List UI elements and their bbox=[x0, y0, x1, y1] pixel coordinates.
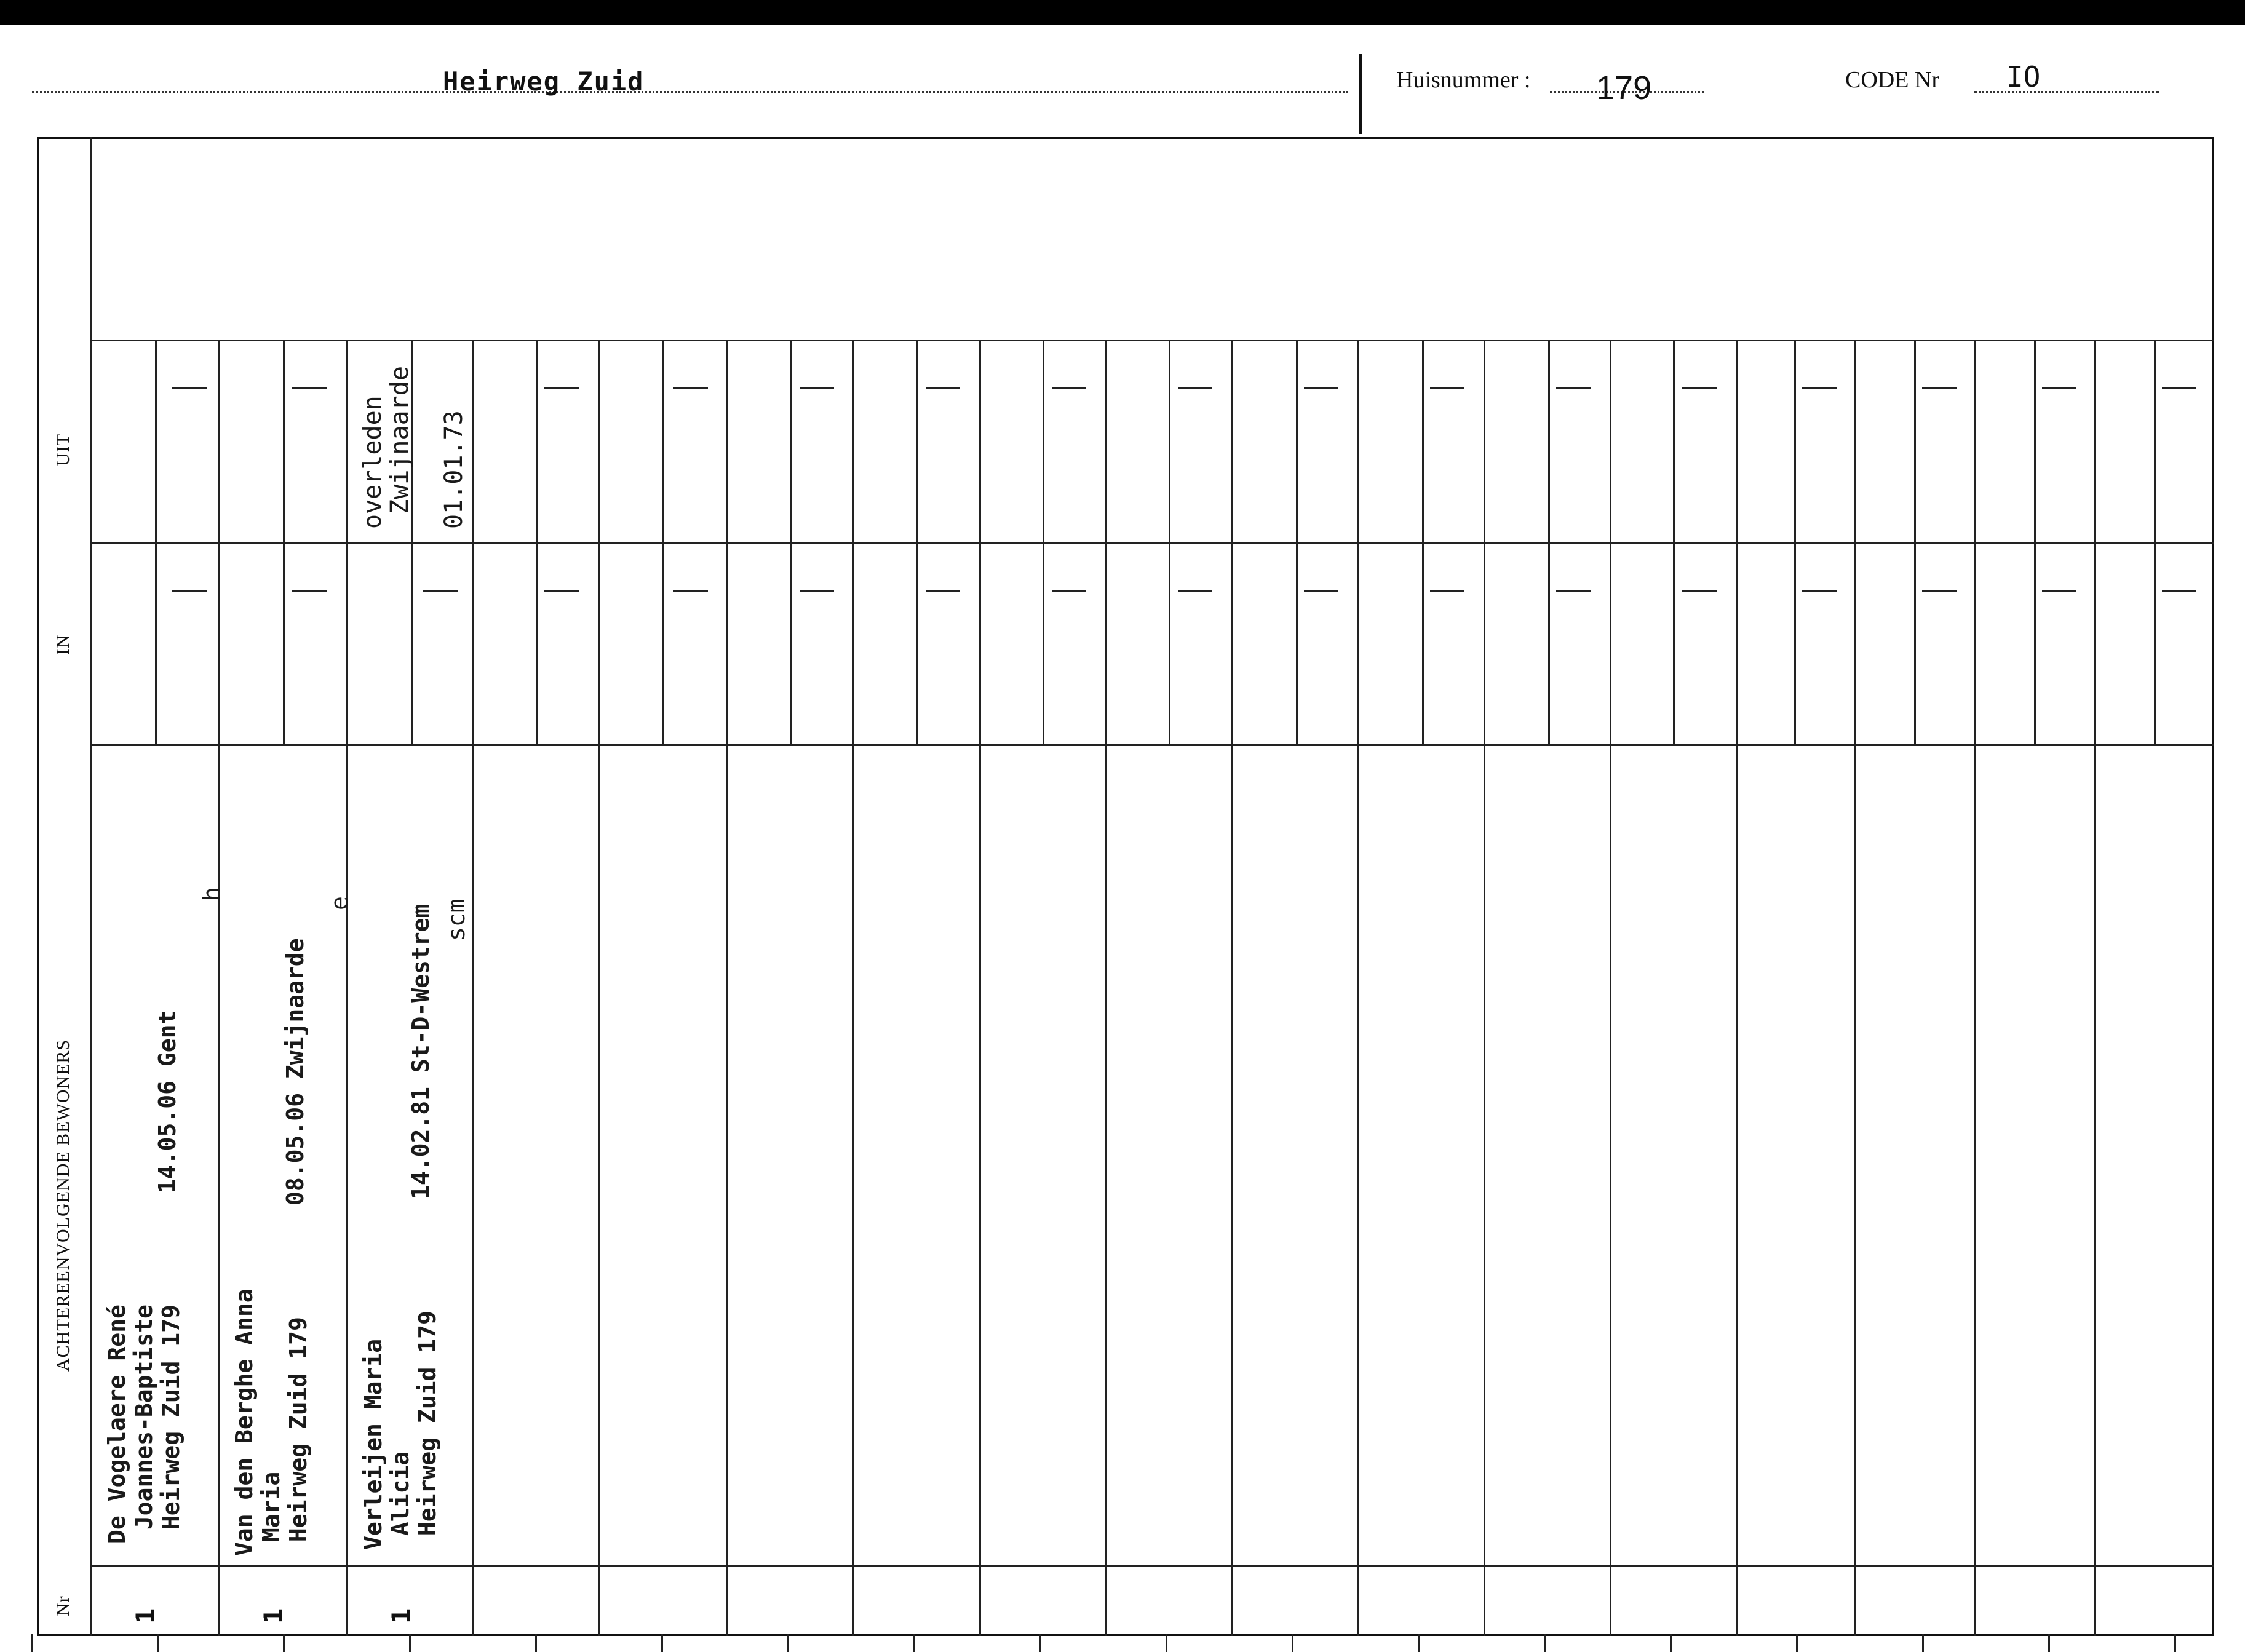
uit-dash bbox=[544, 387, 579, 389]
bottom-ruler-tick bbox=[661, 1634, 663, 1652]
sub-column-divider bbox=[155, 340, 157, 744]
huisnummer-value: 179 bbox=[1596, 69, 1652, 106]
sub-column-divider bbox=[1296, 340, 1298, 744]
column-divider bbox=[2094, 340, 2096, 1636]
uit-dash bbox=[1052, 387, 1086, 389]
column-divider bbox=[1610, 340, 1611, 1636]
in-dash bbox=[1922, 590, 1957, 592]
in-dash bbox=[1178, 590, 1212, 592]
bottom-ruler-tick bbox=[2174, 1634, 2176, 1652]
column-divider bbox=[726, 340, 728, 1636]
bottom-ruler-tick bbox=[2048, 1634, 2050, 1652]
resident-1-name: De Vogelaere René Joannes-Baptiste Heirweg Zuid 179 bbox=[103, 1305, 185, 1544]
bottom-ruler-tick bbox=[1166, 1634, 1167, 1652]
resident-3-mark: scm bbox=[443, 899, 470, 941]
column-divider bbox=[472, 340, 474, 1636]
in-dash bbox=[1556, 590, 1591, 592]
resident-3-name: Verleijen Maria Alicia Heirweg Zuid 179 bbox=[360, 1311, 441, 1550]
sub-column-divider bbox=[1043, 340, 1044, 744]
sub-column-divider bbox=[2154, 340, 2156, 744]
label-column-divider bbox=[90, 137, 92, 1636]
column-divider bbox=[1736, 340, 1738, 1636]
row-label-bewoners: ACHTEREENVOLGENDE BEWONERS bbox=[53, 1039, 73, 1372]
bottom-ruler-tick bbox=[1670, 1634, 1672, 1652]
resident-2-birth: 08.05.06 Zwijnaarde bbox=[282, 938, 309, 1205]
sub-column-divider bbox=[1422, 340, 1424, 744]
sub-column-divider bbox=[1914, 340, 1916, 744]
resident-1-mark: h bbox=[198, 887, 225, 901]
resident-3-birth: 14.02.81 St-D-Westrem bbox=[407, 903, 434, 1199]
bottom-ruler-tick bbox=[787, 1634, 789, 1652]
sub-column-divider bbox=[2034, 340, 2036, 744]
uit-dash bbox=[674, 387, 708, 389]
in-dash bbox=[2042, 590, 2076, 592]
bottom-ruler-tick bbox=[1796, 1634, 1798, 1652]
row-label-uit: UIT bbox=[53, 434, 73, 466]
sub-column-divider bbox=[662, 340, 664, 744]
in-dash bbox=[1304, 590, 1338, 592]
column-divider bbox=[1484, 340, 1485, 1636]
row-divider bbox=[92, 1565, 2214, 1567]
row-label-nr: Nr bbox=[53, 1595, 73, 1616]
resident-1-nr: 1 bbox=[130, 1608, 161, 1624]
huisnummer-label: Huisnummer : bbox=[1396, 67, 1531, 93]
in-dash bbox=[292, 590, 327, 592]
column-divider bbox=[598, 340, 600, 1636]
sub-column-divider bbox=[1548, 340, 1550, 744]
in-dash bbox=[1682, 590, 1717, 592]
in-dash bbox=[1052, 590, 1086, 592]
uit-dash bbox=[1304, 387, 1338, 389]
resident-3-nr: 1 bbox=[386, 1608, 416, 1624]
bottom-ruler-tick bbox=[409, 1634, 411, 1652]
uit-dash bbox=[1430, 387, 1464, 389]
row-divider bbox=[92, 744, 2214, 746]
uit-dash bbox=[172, 387, 207, 389]
resident-3-uit-note: overleden Zwijnaarde 01.01.73 bbox=[359, 366, 468, 529]
bottom-ruler-tick bbox=[1039, 1634, 1041, 1652]
column-divider bbox=[1357, 340, 1359, 1636]
resident-2-name: Van den Berghe Anna Maria Heirweg Zuid 179 bbox=[231, 1289, 312, 1556]
bottom-ruler-tick bbox=[913, 1634, 915, 1652]
sub-column-divider bbox=[536, 340, 538, 744]
sub-column-divider bbox=[1794, 340, 1796, 744]
resident-1-birth: 14.05.06 Gent bbox=[154, 1010, 181, 1193]
sub-column-divider bbox=[790, 340, 792, 744]
uit-dash bbox=[292, 387, 327, 389]
column-divider bbox=[1231, 340, 1233, 1636]
in-dash bbox=[674, 590, 708, 592]
bottom-ruler-tick bbox=[535, 1634, 537, 1652]
uit-dash bbox=[926, 387, 960, 389]
sub-column-divider bbox=[1169, 340, 1170, 744]
in-dash bbox=[2162, 590, 2196, 592]
in-dash bbox=[800, 590, 834, 592]
column-divider bbox=[852, 340, 854, 1636]
code-label: CODE Nr bbox=[1845, 67, 1940, 93]
in-dash bbox=[1430, 590, 1464, 592]
uit-dash bbox=[2162, 387, 2196, 389]
in-dash bbox=[1802, 590, 1837, 592]
bottom-ruler-tick bbox=[1418, 1634, 1420, 1652]
uit-dash bbox=[1802, 387, 1837, 389]
row-label-in: IN bbox=[53, 634, 73, 655]
bottom-ruler-tick bbox=[31, 1634, 33, 1652]
column-divider bbox=[979, 340, 981, 1636]
column-divider bbox=[346, 340, 348, 1636]
resident-2-mark: e bbox=[326, 896, 353, 910]
bottom-ruler-tick bbox=[157, 1634, 159, 1652]
sub-column-divider bbox=[1673, 340, 1675, 744]
bottom-ruler-tick bbox=[283, 1634, 285, 1652]
column-divider bbox=[1854, 340, 1856, 1636]
uit-dash bbox=[1922, 387, 1957, 389]
in-dash bbox=[544, 590, 579, 592]
bottom-ruler-tick bbox=[1292, 1634, 1293, 1652]
in-dash bbox=[926, 590, 960, 592]
column-divider bbox=[1105, 340, 1107, 1636]
resident-2-nr: 1 bbox=[258, 1608, 288, 1624]
sub-column-divider bbox=[916, 340, 918, 744]
bottom-ruler-tick bbox=[1544, 1634, 1546, 1652]
column-divider bbox=[218, 340, 220, 1636]
street-name: Heirweg Zuid bbox=[443, 66, 645, 97]
code-value: IO bbox=[2006, 60, 2041, 93]
uit-dash bbox=[1556, 387, 1591, 389]
uit-dash bbox=[800, 387, 834, 389]
uit-dash bbox=[2042, 387, 2076, 389]
column-divider bbox=[1974, 340, 1976, 1636]
uit-dash bbox=[1178, 387, 1212, 389]
bottom-ruler-tick bbox=[1922, 1634, 1924, 1652]
sub-column-divider bbox=[283, 340, 285, 744]
in-dash bbox=[172, 590, 207, 592]
in-dash bbox=[423, 590, 458, 592]
uit-dash bbox=[1682, 387, 1717, 389]
